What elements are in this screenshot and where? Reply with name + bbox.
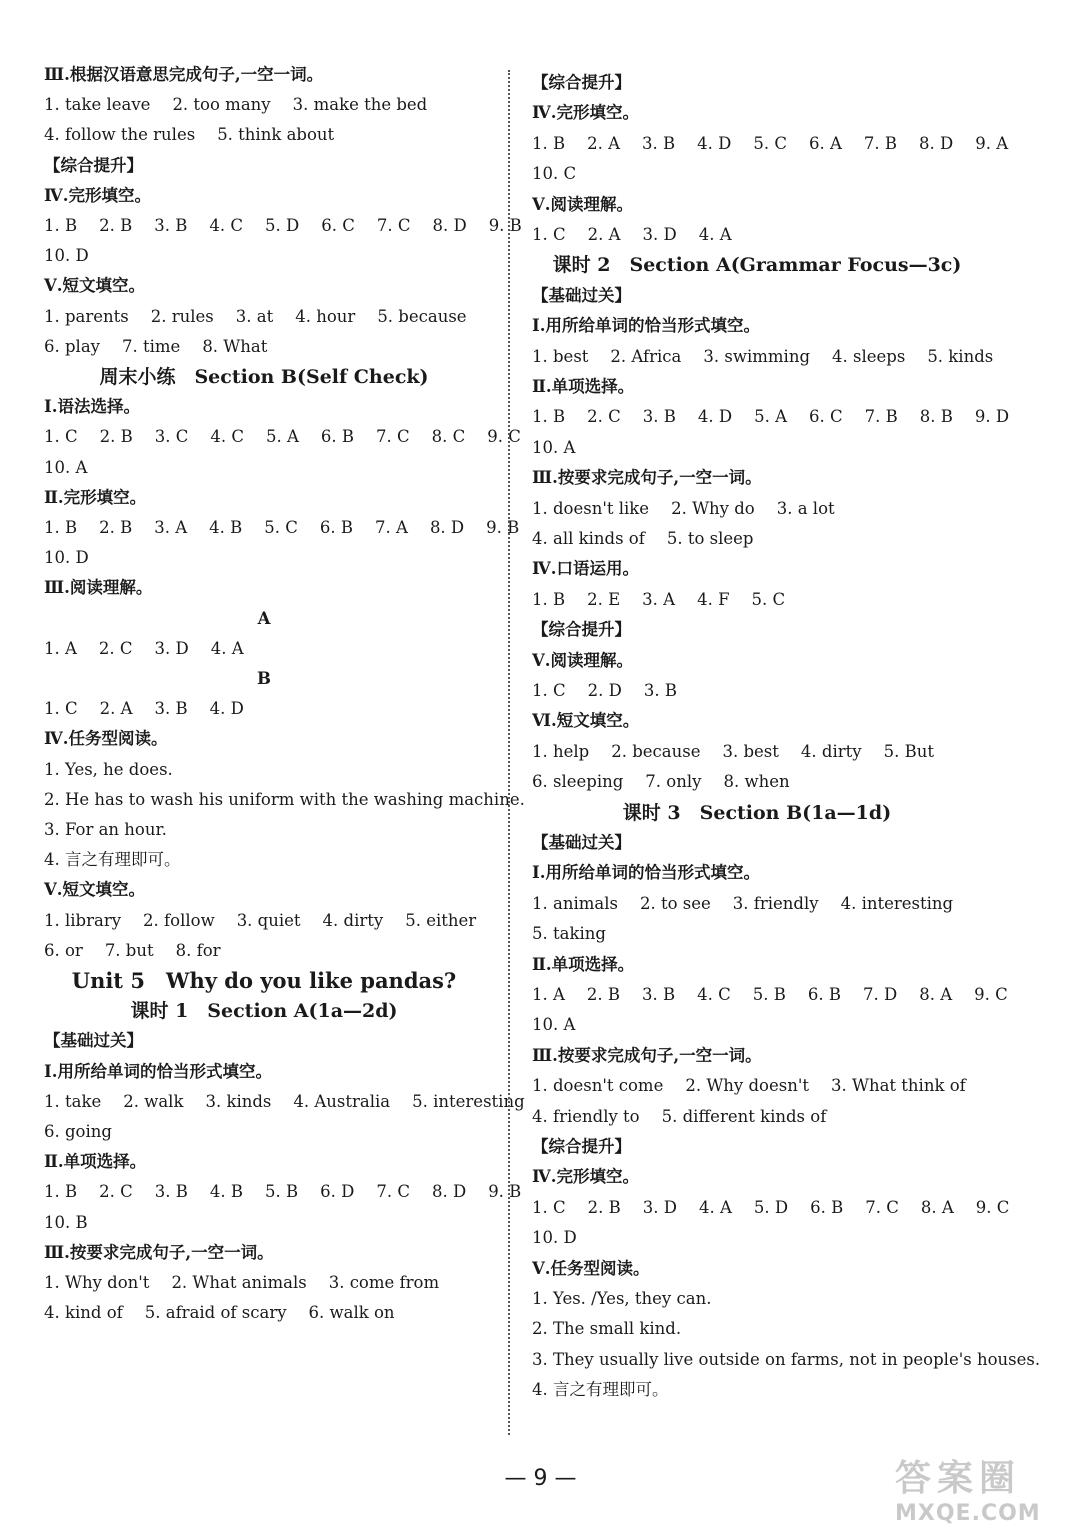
exercise-label: Ⅵ.短文填空。 bbox=[532, 711, 640, 731]
answer-item: 3. B bbox=[154, 216, 188, 235]
section-heading: 周末小练 Section B(Self Check) bbox=[99, 366, 429, 388]
answer-item: 3. B bbox=[642, 407, 676, 427]
exercise-label: Ⅳ.完形填空。 bbox=[44, 185, 151, 205]
answer-item: 2. C bbox=[99, 1182, 133, 1202]
answer-item: 2. because bbox=[611, 741, 701, 761]
answer-item: 9. B bbox=[488, 216, 522, 235]
answer-row bbox=[44, 1121, 112, 1143]
answer-item: 9. D bbox=[974, 407, 1010, 427]
exercise-label: 【基础过关】 bbox=[44, 1031, 143, 1051]
answer-item: 2. D bbox=[587, 681, 622, 700]
exercise-label: 【综合提升】 bbox=[532, 620, 631, 640]
answer-item: 5. C bbox=[751, 589, 786, 609]
answer-item: 3. D bbox=[154, 638, 189, 658]
answer-item: 8. D bbox=[429, 518, 465, 537]
answer-item: 7. C bbox=[376, 427, 410, 447]
answer-item: 1. library bbox=[44, 910, 122, 930]
answer-item: 2. C bbox=[98, 638, 133, 658]
answer-item: 1. doesn't like bbox=[532, 498, 650, 518]
answer-item: 4. C bbox=[209, 216, 243, 235]
answer-row bbox=[532, 346, 993, 368]
answer-item: 5. afraid of scary bbox=[144, 1303, 287, 1323]
answer-item: 3. swimming bbox=[703, 346, 811, 366]
answer-item: 6. sleeping bbox=[532, 772, 624, 792]
answer-text: 4. 言之有理即可。 bbox=[532, 1380, 669, 1400]
watermark-text: 答案圈 bbox=[895, 1458, 1022, 1499]
answer-item: 2. follow bbox=[143, 910, 215, 930]
answer-item: 8. for bbox=[175, 940, 221, 960]
answer-item: 2. B bbox=[99, 216, 133, 235]
answer-item: 4. A bbox=[698, 1197, 732, 1217]
answer-text: 1. Yes. /Yes, they can. bbox=[532, 1289, 712, 1308]
answer-item: 4. dirty bbox=[322, 910, 384, 930]
answer-item: 3. a lot bbox=[776, 498, 835, 518]
answer-item: 5. kinds bbox=[927, 346, 994, 366]
answer-item: 10. D bbox=[44, 246, 89, 266]
answer-row bbox=[44, 1181, 521, 1203]
answer-item: 10. D bbox=[532, 1228, 577, 1248]
answer-item: 6. going bbox=[44, 1122, 112, 1141]
exercise-label: Ⅰ.用所给单词的恰当形式填空。 bbox=[532, 863, 760, 883]
exercise-label: Ⅴ.短文填空。 bbox=[44, 880, 146, 900]
answer-item: 2. A bbox=[99, 699, 133, 719]
answer-item: 2. Why doesn't bbox=[685, 1076, 810, 1096]
answer-item: 4. A bbox=[210, 638, 244, 658]
answer-item: 4. D bbox=[697, 133, 732, 153]
answer-row bbox=[44, 1212, 88, 1234]
exercise-label: Ⅰ.语法选择。 bbox=[44, 397, 140, 417]
answer-item: 1. B bbox=[44, 216, 78, 235]
answer-item: 3. A bbox=[154, 518, 188, 537]
answer-text: 3. For an hour. bbox=[44, 820, 167, 839]
answer-item: 1. C bbox=[44, 427, 78, 447]
answer-item: 8. C bbox=[431, 427, 466, 447]
answer-item: 3. What think of bbox=[831, 1076, 966, 1096]
answer-row bbox=[532, 1106, 826, 1128]
exercise-label: Ⅳ.完形填空。 bbox=[532, 1167, 639, 1187]
exercise-label: Ⅲ.按要求完成句子,一空一词。 bbox=[44, 1242, 274, 1262]
answer-text: 3. They usually live outside on farms, not in people's houses. bbox=[532, 1349, 1041, 1369]
answer-item: 1. B bbox=[532, 407, 566, 427]
answer-item: 2. rules bbox=[150, 306, 214, 326]
answer-item: 5. A bbox=[266, 427, 299, 447]
exercise-label: Ⅳ.完形填空。 bbox=[532, 103, 639, 123]
answer-item: 5. C bbox=[753, 133, 787, 153]
answer-item: 6. B bbox=[807, 985, 842, 1004]
answer-item: 6. D bbox=[320, 1182, 355, 1202]
answer-item: 2. too many bbox=[172, 95, 271, 115]
answer-row bbox=[532, 406, 1009, 428]
answer-row bbox=[532, 1197, 1009, 1219]
answer-item: 1. C bbox=[532, 225, 566, 244]
answer-item: 5. think about bbox=[217, 125, 335, 145]
answer-item: 8. D bbox=[919, 133, 954, 153]
answer-item: 2. B bbox=[587, 1197, 621, 1217]
answer-item: 5. A bbox=[754, 407, 787, 427]
answer-item: 3. D bbox=[642, 1197, 677, 1217]
answer-row bbox=[44, 336, 267, 358]
answer-item: 5. interesting bbox=[412, 1091, 525, 1111]
answer-row bbox=[44, 910, 476, 932]
answer-row bbox=[44, 638, 244, 660]
column-divider bbox=[508, 70, 510, 1435]
watermark-url: MXQE.COM bbox=[895, 1501, 1041, 1526]
answer-item: 1. A bbox=[44, 638, 77, 658]
answer-item: 2. B bbox=[586, 985, 621, 1004]
answer-item: 4. sleeps bbox=[832, 346, 906, 366]
answer-item: 6. walk on bbox=[308, 1303, 395, 1323]
answer-item: 3. B bbox=[642, 985, 676, 1004]
answer-item: 1. C bbox=[44, 699, 78, 719]
answer-item: 2. Africa bbox=[610, 346, 682, 366]
section-heading: 课时 1 Section A(1a—2d) bbox=[130, 1000, 398, 1023]
answer-item: 6. A bbox=[809, 133, 842, 153]
answer-item: 2. A bbox=[587, 133, 621, 153]
exercise-label: Ⅳ.任务型阅读。 bbox=[44, 729, 168, 749]
exercise-label: Ⅱ.单项选择。 bbox=[44, 1152, 147, 1172]
answer-row bbox=[44, 457, 87, 479]
answer-item: 5. taking bbox=[532, 924, 606, 944]
answer-item: 6. B bbox=[320, 427, 355, 447]
answer-item: 2. B bbox=[99, 427, 133, 447]
exercise-label: Ⅲ.按要求完成句子,一空一词。 bbox=[532, 468, 762, 488]
exercise-label: Ⅲ.按要求完成句子,一空一词。 bbox=[532, 1045, 762, 1065]
answer-row bbox=[532, 163, 576, 185]
answer-item: 1. B bbox=[44, 1182, 78, 1202]
answer-item: 3. friendly bbox=[732, 893, 819, 913]
answer-item: 4. all kinds of bbox=[532, 529, 645, 548]
answer-item: 4. F bbox=[697, 589, 730, 609]
answer-item: 6. B bbox=[319, 518, 354, 537]
answer-text: 2. He has to wash his uniform with the washing machine. bbox=[44, 789, 525, 809]
answer-item: 3. A bbox=[642, 589, 676, 609]
sub-heading: A bbox=[257, 608, 271, 628]
answer-item: 1. Why don't bbox=[44, 1273, 150, 1292]
answer-item: 2. A bbox=[587, 225, 621, 244]
answer-item: 8. A bbox=[920, 1197, 954, 1217]
answer-item: 4. C bbox=[210, 427, 244, 447]
answer-item: 8. when bbox=[723, 772, 790, 792]
answer-item: 9. C bbox=[975, 1197, 1010, 1217]
answer-item: 9. A bbox=[975, 133, 1009, 153]
answer-row bbox=[532, 1014, 575, 1036]
answer-row bbox=[44, 1272, 439, 1294]
answer-row bbox=[44, 94, 427, 116]
answer-item: 5. either bbox=[405, 910, 477, 930]
section-heading: 课时 2 Section A(Grammar Focus—3c) bbox=[552, 254, 962, 277]
answer-item: 1. animals bbox=[532, 893, 618, 913]
answer-item: 7. time bbox=[122, 336, 181, 356]
answer-item: 3. D bbox=[642, 225, 677, 244]
answer-row bbox=[44, 215, 522, 237]
exercise-label: Ⅴ.阅读理解。 bbox=[532, 650, 634, 670]
answer-row bbox=[44, 698, 244, 720]
answer-text: 4. 言之有理即可。 bbox=[44, 850, 181, 870]
answer-item: 1. C bbox=[532, 681, 566, 700]
answer-item: 10. B bbox=[44, 1212, 88, 1232]
answer-item: 5. But bbox=[883, 741, 934, 761]
answer-item: 3. C bbox=[154, 427, 189, 447]
answer-item: 2. C bbox=[587, 407, 621, 427]
answer-item: 3. B bbox=[643, 681, 677, 700]
answer-item: 5. C bbox=[264, 518, 298, 537]
answer-item: 7. B bbox=[864, 407, 898, 427]
answer-item: 5. B bbox=[265, 1182, 299, 1202]
answer-item: 7. C bbox=[865, 1197, 899, 1217]
answer-item: 3. best bbox=[722, 741, 779, 761]
answer-item: 1. A bbox=[532, 985, 565, 1004]
answer-row bbox=[532, 133, 1008, 155]
answer-item: 1. best bbox=[532, 346, 589, 366]
answer-item: 1. doesn't come bbox=[532, 1076, 664, 1096]
answer-item: 6. B bbox=[810, 1197, 844, 1217]
exercise-label: Ⅲ.阅读理解。 bbox=[44, 578, 153, 598]
answer-item: 4. Australia bbox=[293, 1091, 391, 1111]
exercise-label: Ⅰ.用所给单词的恰当形式填空。 bbox=[532, 316, 760, 336]
answer-item: 5. B bbox=[752, 985, 786, 1004]
answer-item: 5. D bbox=[753, 1197, 789, 1217]
answer-row bbox=[44, 1091, 525, 1113]
answer-item: 10. D bbox=[44, 548, 89, 568]
answer-row bbox=[532, 528, 753, 550]
answer-item: 7. only bbox=[645, 772, 702, 792]
section-heading: 课时 3 Section B(1a—1d) bbox=[622, 801, 892, 824]
answer-item: 5. because bbox=[377, 306, 467, 326]
answer-row bbox=[44, 306, 467, 328]
answer-item: 4. dirty bbox=[800, 741, 862, 761]
answer-item: 10. C bbox=[532, 164, 577, 184]
answer-item: 4. friendly to bbox=[532, 1106, 640, 1126]
answer-item: 8. A bbox=[919, 985, 953, 1004]
answer-item: 3. kinds bbox=[205, 1091, 272, 1111]
answer-row bbox=[44, 517, 519, 539]
answer-item: 2. E bbox=[587, 589, 621, 609]
answer-item: 6. play bbox=[44, 336, 100, 356]
answer-text: 2. The small kind. bbox=[532, 1319, 682, 1339]
answer-item: 5. to sleep bbox=[666, 529, 754, 548]
exercise-label: 【基础过关】 bbox=[532, 833, 631, 852]
answer-row bbox=[532, 741, 934, 763]
answer-row bbox=[532, 224, 732, 246]
sub-heading: B bbox=[257, 669, 271, 688]
answer-row bbox=[532, 771, 790, 793]
answer-item: 4. follow the rules bbox=[44, 125, 196, 145]
exercise-label: 【基础过关】 bbox=[532, 285, 631, 305]
answer-row bbox=[532, 984, 1008, 1006]
answer-item: 7. C bbox=[376, 216, 411, 235]
answer-item: 1. take bbox=[44, 1091, 102, 1111]
answer-row bbox=[44, 124, 334, 146]
answer-item: 3. B bbox=[154, 1182, 188, 1202]
answer-item: 6. or bbox=[44, 940, 83, 960]
answer-row bbox=[532, 498, 835, 520]
answer-item: 4. A bbox=[698, 225, 732, 244]
answer-item: 8. D bbox=[432, 216, 467, 235]
answer-item: 1. take leave bbox=[44, 95, 151, 115]
exercise-label: Ⅱ.单项选择。 bbox=[532, 954, 635, 974]
answer-item: 4. hour bbox=[295, 306, 356, 326]
answer-item: 7. C bbox=[376, 1182, 410, 1202]
answer-row bbox=[44, 426, 521, 448]
answer-item: 3. make the bed bbox=[292, 95, 428, 115]
answer-item: 4. kind of bbox=[44, 1303, 123, 1323]
answer-item: 2. B bbox=[99, 518, 133, 537]
exercise-label: Ⅴ.任务型阅读。 bbox=[532, 1258, 650, 1278]
answer-item: 10. A bbox=[532, 437, 576, 457]
answer-item: 4. D bbox=[697, 407, 733, 427]
exercise-label: Ⅱ.单项选择。 bbox=[532, 377, 635, 396]
section-heading: Unit 5 Why do you like pandas? bbox=[71, 968, 457, 993]
exercise-label: Ⅴ.短文填空。 bbox=[44, 276, 146, 296]
exercise-label: 【综合提升】 bbox=[532, 73, 631, 92]
answer-text: 1. Yes, he does. bbox=[44, 759, 173, 779]
answer-item: 3. B bbox=[642, 133, 676, 153]
answer-row bbox=[44, 1302, 395, 1324]
answer-row bbox=[532, 437, 575, 459]
answer-item: 7. A bbox=[375, 518, 408, 537]
answer-item: 8. What bbox=[202, 336, 268, 356]
exercise-label: 【综合提升】 bbox=[44, 155, 143, 175]
answer-row bbox=[532, 893, 953, 915]
answer-row bbox=[44, 245, 89, 267]
answer-item: 8. D bbox=[431, 1182, 467, 1202]
answer-item: 4. B bbox=[209, 1182, 243, 1202]
answer-item: 7. D bbox=[863, 985, 898, 1004]
exercise-label: Ⅴ.阅读理解。 bbox=[532, 194, 634, 214]
answer-item: 9. C bbox=[487, 427, 521, 447]
answer-item: 3. quiet bbox=[236, 910, 301, 930]
answer-item: 2. Why do bbox=[671, 498, 755, 518]
answer-item: 2. What animals bbox=[171, 1273, 307, 1292]
answer-row bbox=[532, 680, 677, 702]
answer-item: 1. B bbox=[532, 133, 566, 153]
answer-item: 3. at bbox=[235, 306, 274, 326]
answer-item: 8. B bbox=[919, 407, 953, 427]
answer-item: 4. interesting bbox=[840, 893, 954, 913]
answer-item: 7. but bbox=[104, 940, 154, 960]
exercise-label: 【综合提升】 bbox=[532, 1137, 631, 1156]
answer-item: 6. C bbox=[809, 407, 843, 427]
exercise-label: Ⅲ.根据汉语意思完成句子,一空一词。 bbox=[44, 65, 324, 84]
answer-item: 1. C bbox=[532, 1197, 566, 1217]
answer-row bbox=[532, 1227, 577, 1249]
answer-item: 9. B bbox=[488, 1182, 522, 1202]
answer-item: 1. B bbox=[532, 589, 566, 609]
watermark-logo bbox=[895, 1450, 1073, 1532]
answer-item: 7. B bbox=[863, 133, 898, 153]
answer-item: 1. B bbox=[44, 518, 78, 537]
answer-item: 4. B bbox=[209, 518, 243, 537]
answer-item: 9. C bbox=[974, 985, 1008, 1004]
answer-item: 2. walk bbox=[123, 1091, 184, 1111]
answer-item: 1. parents bbox=[44, 306, 129, 326]
answer-item: 4. D bbox=[209, 699, 244, 719]
exercise-label: Ⅳ.口语运用。 bbox=[532, 559, 639, 579]
exercise-label: Ⅰ.用所给单词的恰当形式填空。 bbox=[44, 1061, 272, 1081]
answer-row bbox=[532, 1075, 966, 1097]
answer-item: 2. to see bbox=[639, 893, 711, 913]
answer-item: 3. B bbox=[154, 699, 188, 719]
answer-item: 1. help bbox=[532, 741, 590, 761]
answer-item: 5. D bbox=[265, 216, 300, 235]
exercise-label: Ⅱ.完形填空。 bbox=[44, 487, 147, 507]
answer-row bbox=[44, 547, 89, 569]
answer-item: 10. A bbox=[44, 457, 88, 477]
answer-row bbox=[44, 940, 221, 962]
answer-item: 10. A bbox=[532, 1015, 576, 1035]
answer-item: 4. C bbox=[697, 985, 731, 1004]
answer-row bbox=[532, 923, 606, 945]
answer-item: 9. B bbox=[486, 518, 520, 537]
answer-item: 5. different kinds of bbox=[661, 1106, 827, 1126]
answer-item: 3. come from bbox=[328, 1273, 440, 1292]
answer-row bbox=[532, 589, 785, 611]
page-number: — 9 — bbox=[504, 1466, 577, 1491]
answer-item: 6. C bbox=[321, 216, 355, 235]
